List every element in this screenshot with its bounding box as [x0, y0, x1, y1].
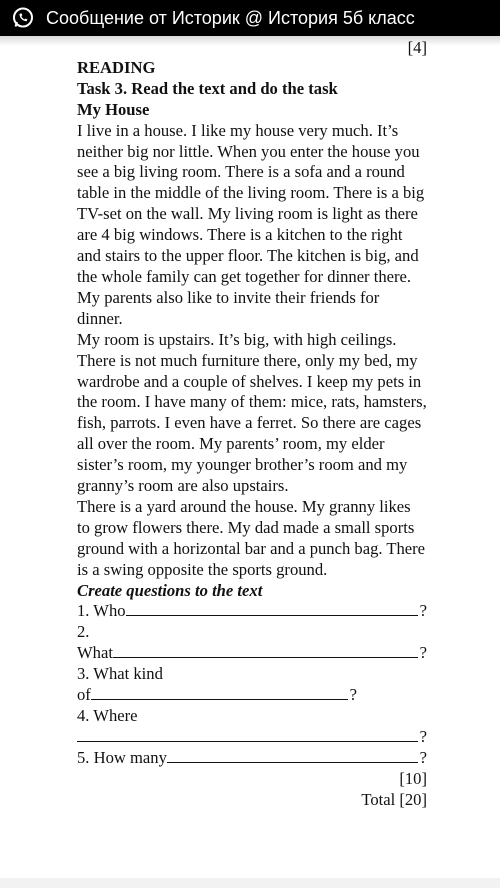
top-score-mark: [4] [407, 38, 427, 57]
total-score: Total [20] [361, 789, 427, 809]
question-mark: ? [419, 747, 427, 767]
document-page [77, 38, 427, 811]
question-3 [77, 685, 357, 706]
section-heading: READING [77, 57, 156, 77]
question-mark: ? [419, 643, 427, 663]
whatsapp-icon [10, 5, 36, 31]
section-score: [10] [399, 768, 427, 788]
question-mark: ? [419, 726, 427, 746]
bottom-edge [0, 878, 500, 888]
question-2-label: What [77, 643, 113, 663]
task-heading: Task 3. Read the text and do the task [77, 78, 338, 98]
question-1-label: 1. Who [77, 601, 126, 621]
question-4 [77, 727, 427, 748]
question-2 [77, 643, 427, 664]
answer-blank-5 [167, 748, 418, 763]
question-mark: ? [349, 685, 357, 705]
question-1 [77, 601, 427, 622]
paragraph-3: There is a yard around the house. My granny likes to grow flowers there. My dad made a small sports ground with a horizontal bar and a punch bag. There is a swing opposite the sports ground. [77, 496, 426, 579]
notification-title: Сообщение от Историк @ История 5б класс [46, 7, 415, 28]
question-3-cont: of [77, 685, 91, 705]
questions-heading: Create questions to the text [77, 580, 263, 600]
notification-bar[interactable] [0, 0, 500, 36]
paragraph-1: I live in a house. I like my house very much. It’s neither big nor little. When you enter the house you see a big living room. There is a sofa and a round table in the middle of the living room. There is a big TV-set on the wall. My living room is light as there are 4 big windows. There is a kitchen to the right and stairs to the upper floor. The kitchen is big, and the whole family can get together for dinner there. My parents also like to invite their friends for dinner. [77, 120, 425, 328]
question-3-label: 3. What kind [77, 664, 163, 684]
answer-blank-2 [113, 643, 418, 658]
question-5 [77, 748, 427, 769]
question-mark: ? [419, 601, 427, 621]
answer-blank-3 [91, 685, 348, 700]
answer-blank-4 [77, 727, 418, 742]
paragraph-2: My room is upstairs. It’s big, with high ceilings. There is not much furniture there, only my bed, my wardrobe and a couple of shelves. I keep my pets in the room. I have many of them: mice, rats, hamsters, fish, parrots. I even have a ferret. So there are cages all over the room. My parents’ room, my elder sister’s room, my younger brother’s room and my granny’s room are also upstairs. [77, 329, 427, 496]
answer-blank-1 [126, 601, 418, 616]
question-4-label: 4. Where [77, 706, 138, 725]
question-2-number: 2. [77, 622, 90, 642]
question-5-label: 5. How many [77, 747, 167, 767]
text-title: My House [77, 99, 150, 119]
